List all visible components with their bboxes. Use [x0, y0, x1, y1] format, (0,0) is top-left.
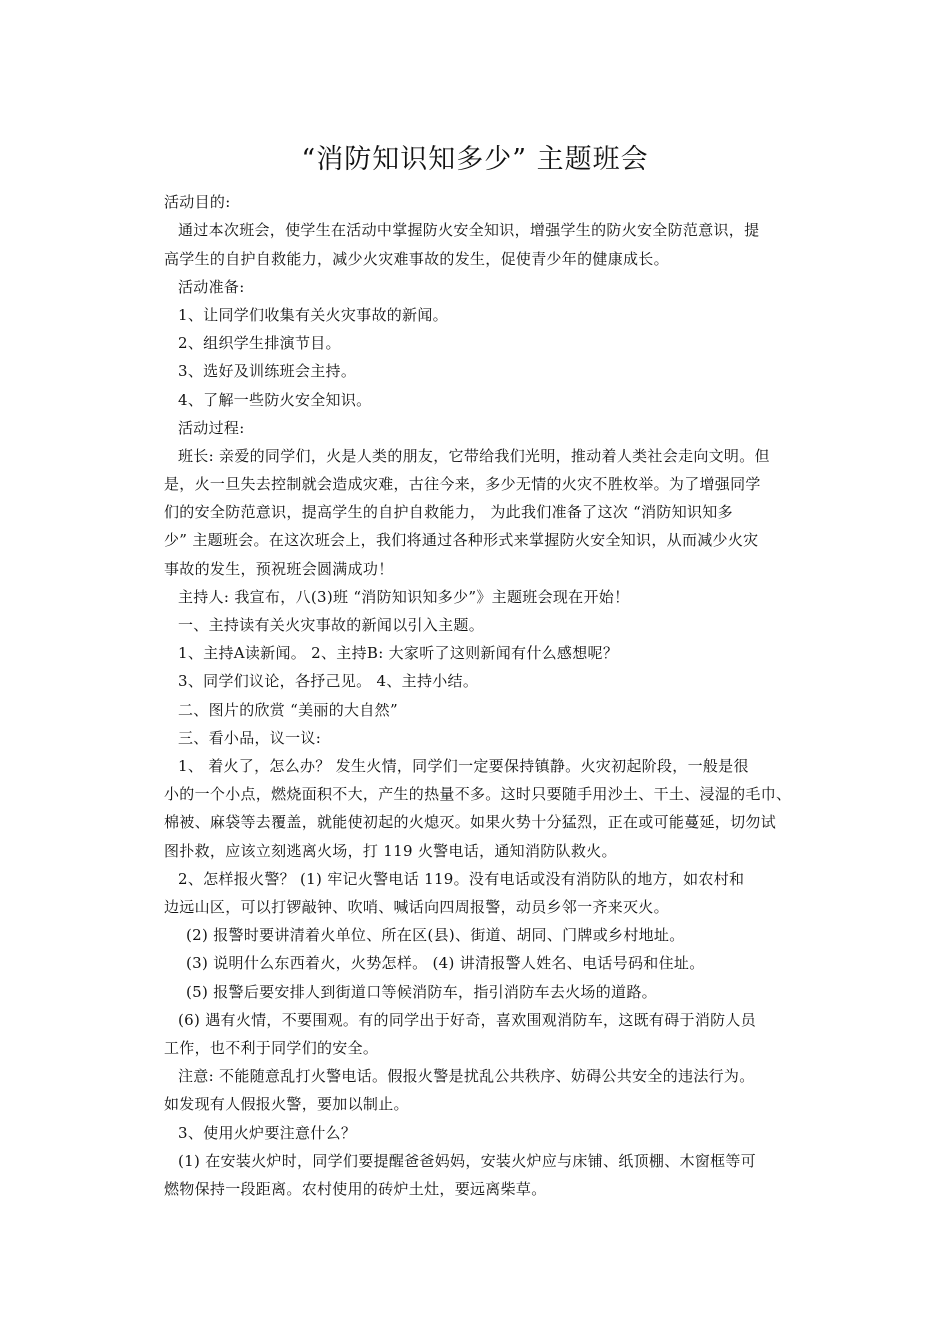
text-line: 三、看小品，议一议:: [178, 729, 322, 747]
text-line: 活动准备:: [178, 278, 245, 296]
text-line: 3、选好及训练班会主持。: [178, 362, 357, 380]
text-line: 少” 主题班会。在这次班会上，我们将通过各种形式来掌握防火安全知识，从而减少火灾: [164, 531, 759, 549]
text-line: 小的一个小点，燃烧面积不大，产生的热量不多。这时只要随手用沙土、干土、浸湿的毛巾、: [164, 785, 792, 803]
text-line: 工作，也不利于同学们的安全。: [164, 1039, 379, 1057]
text-line: 注意: 不能随意乱打火警电话。假报火警是扰乱公共秩序、妨碍公共安全的违法行为。: [178, 1067, 755, 1085]
text-line: 活动目的:: [164, 193, 231, 211]
text-line: 高学生的自护自救能力，减少火灾难事故的发生，促使青少年的健康成长。: [164, 250, 669, 268]
text-line: (5) 报警后要安排人到街道口等候消防车，指引消防车去火场的道路。: [186, 983, 657, 1001]
text-line: 1、让同学们收集有关火灾事故的新闻。: [178, 306, 448, 324]
text-line: 2、怎样报火警？ (1) 牢记火警电话 119。没有电话或没有消防队的地方，如农村和: [178, 870, 745, 888]
text-line: 边远山区，可以打锣敲钟、吹哨、喊话向四周报警，动员乡邻一齐来灭火。: [164, 898, 669, 916]
text-line: 图扑救，应该立刻逃离火场，打 119 火警电话，通知消防队救火。: [164, 842, 617, 860]
text-line: 事故的发生，预祝班会圆满成功！: [164, 560, 394, 578]
text-line: 通过本次班会，使学生在活动中掌握防火安全知识，增强学生的防火安全防范意识，提: [178, 221, 760, 239]
text-line: (3) 说明什么东西着火，火势怎样。 (4) 讲清报警人姓名、电话号码和住址。: [186, 954, 705, 972]
text-line: 如发现有人假报火警，要加以制止。: [164, 1095, 409, 1113]
text-line: 4、了解一些防火安全知识。: [178, 391, 372, 409]
page-title: “消防知识知多少” 主题班会: [301, 144, 649, 175]
text-line: 1、主持A读新闻。 2、主持B: 大家听了这则新闻有什么感想呢？: [178, 644, 619, 662]
text-line: 活动过程:: [178, 419, 245, 437]
text-line: 二、图片的欣赏 “美丽的大自然”: [178, 701, 398, 719]
text-line: 2、组织学生排演节目。: [178, 334, 341, 352]
text-line: (2) 报警时要讲清着火单位、所在区(县)、街道、胡同、门牌或乡村地址。: [186, 926, 685, 944]
text-line: 主持人: 我宣布，八(3)班 “消防知识知多少”》主题班会现在开始！: [178, 588, 630, 606]
text-line: 们的安全防范意识，提高学生的自护自救能力， 为此我们准备了这次 “消防知识知多: [164, 503, 733, 521]
text-line: 3、使用火炉要注意什么？: [178, 1124, 357, 1142]
text-line: 一、主持读有关火灾事故的新闻以引入主题。: [178, 616, 485, 634]
text-line: (1) 在安装火炉时，同学们要提醒爸爸妈妈，安装火炉应与床铺、纸顶棚、木窗框等可: [178, 1152, 757, 1170]
text-line: 棉被、麻袋等去覆盖，就能使初起的火熄灭。如果火势十分猛烈，正在或可能蔓延，切勿试: [164, 813, 777, 831]
text-line: 1、 着火了，怎么办？ 发生火情，同学们一定要保持镇静。火灾初起阶段，一般是很: [178, 757, 749, 775]
text-line: 燃物保持一段距离。农村使用的砖炉土灶，要远离柴草。: [164, 1180, 547, 1198]
text-line: (6) 遇有火情，不要围观。有的同学出于好奇，喜欢围观消防车，这既有碍于消防人员: [178, 1011, 757, 1029]
text-line: 是，火一旦失去控制就会造成灾难，古往今来，多少无情的火灾不胜枚举。为了增强同学: [164, 475, 761, 493]
text-line: 3、同学们议论，各抒己见。 4、主持小结。: [178, 672, 479, 690]
text-line: 班长: 亲爱的同学们，火是人类的朋友，它带给我们光明，推动着人类社会走向文明。但: [178, 447, 770, 465]
